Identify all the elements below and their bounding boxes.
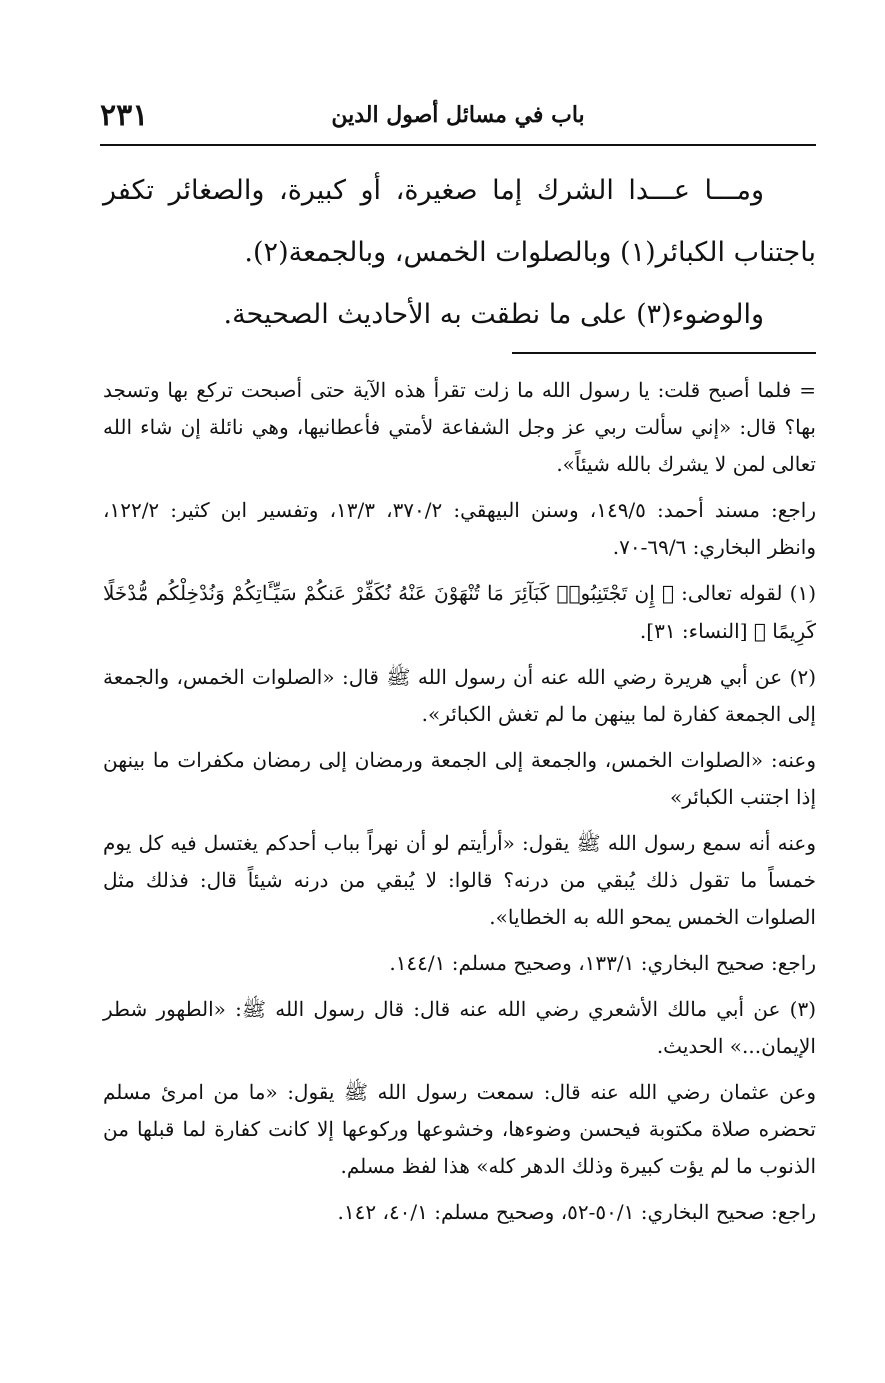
- footnote-3-hadith: وعن عثمان رضي الله عنه قال: سمعت رسول الله ﷺ يقول: «ما من امرئ مسلم تحضره صلاة مكتوبة فيحسن وضوءها، وخشوعها وركوعها إلا كانت كفارة لما قبلها من الذنوب ما لم يؤت كبيرة وذلك الدهر كله» هذا لفظ مسلم.: [103, 1080, 816, 1178]
- footnote-reference: راجع: مسند أحمد: ١٤٩/٥، وسنن البيهقي: ٣٧٠/٢، ١٣/٣، وتفسير ابن كثير: ١٢٢/٢، وانظر البخاري: ٦٩/٦-٧٠.: [103, 498, 817, 559]
- main-paragraph: ومـــا عـــدا الشرك إما صغيرة، أو كبيرة، والصغائر تكفر باجتناب الكبائر(١) وبالصلوات الخمس، وبالجمعة(٢).: [103, 175, 816, 268]
- running-title: باب في مسائل أصول الدين: [331, 102, 585, 128]
- footnote-reference: راجع: صحيح البخاري: ٥٠/١-٥٢، وصحيح مسلم: ٤٠/١، ١٤٢.: [337, 1200, 816, 1224]
- main-text: [103, 160, 816, 346]
- footnote-2-hadith: وعنه: «الصلوات الخمس، والجمعة إلى الجمعة ورمضان إلى رمضان مكفرات ما بينهن إذا اجتنب الكبائر»: [103, 748, 816, 809]
- page-header: [100, 98, 816, 146]
- footnote-reference: راجع: صحيح البخاري: ١٣٣/١، وصحيح مسلم: ١٤٤/١.: [389, 951, 816, 975]
- footnote-2: (٢) عن أبي هريرة رضي الله عنه أن رسول الله ﷺ قال: «الصلوات الخمس، والجمعة إلى الجمعة كفارة لما بينهن ما لم تغش الكبائر».: [103, 665, 816, 726]
- footnotes: [103, 372, 816, 1231]
- footnote-separator: [512, 352, 816, 354]
- main-paragraph: والوضوء(٣) على ما نطقت به الأحاديث الصحيحة.: [223, 299, 764, 330]
- footnote-1: (١) لقوله تعالى: ﴿ إِن تَجْتَنِبُوا۟ كَبَآئِرَ مَا تُنْهَوْنَ عَنْهُ نُكَفِّرْ عَنكُمْ سَيِّـَٔاتِكُمْ وَنُدْخِلْكُم مُّدْخَلًا كَرِيمًا ﴾ [النساء: ٣١].: [103, 581, 816, 643]
- footnote-3: (٣) عن أبي مالك الأشعري رضي الله عنه قال: قال رسول الله ﷺ: «الطهور شطر الإيمان...» الحديث.: [103, 997, 816, 1058]
- page-number: ٢٣١: [100, 98, 149, 133]
- footnote-continued: = فلما أصبح قلت: يا رسول الله ما زلت تقرأ هذه الآية حتى أصبحت تركع بها وتسجد بها؟ قال: «إني سألت ربي عز وجل الشفاعة لأمتي فأعطانيها، وهي نائلة إن شاء الله تعالى لمن لا يشرك بالله شيئاً».: [103, 378, 816, 476]
- footnote-2-hadith: وعنه أنه سمع رسول الله ﷺ يقول: «أرأيتم لو أن نهراً بباب أحدكم يغتسل فيه كل يوم خمساً ما تقول ذلك يُبقي من درنه؟ قالوا: لا يُبقي من درنه شيئاً قال: فذلك مثل الصلوات الخمس يمحو الله به الخطايا».: [103, 831, 816, 929]
